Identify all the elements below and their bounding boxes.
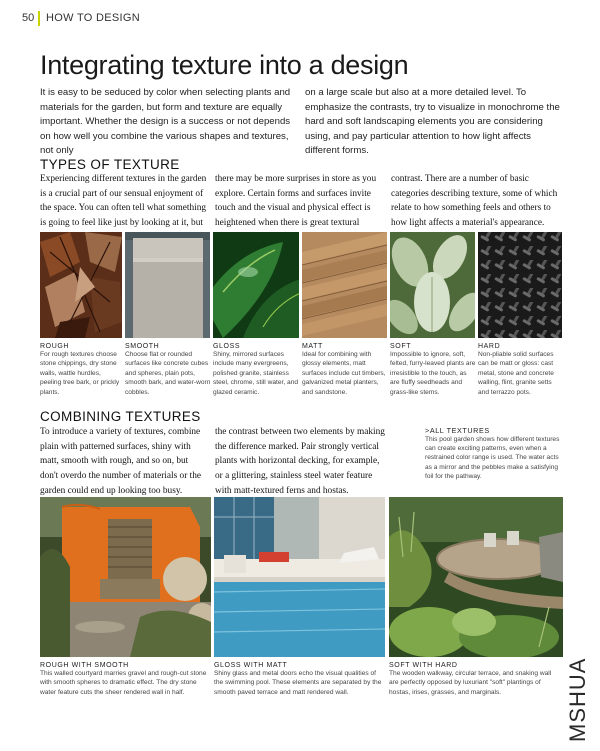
page-number: 50	[22, 12, 35, 24]
caption-rough	[40, 343, 122, 397]
caption-title: ROUGH	[40, 343, 70, 350]
caption-hard	[478, 343, 563, 397]
combining-column-1: To introduce a variety of textures, combine plain with patterned surfaces, shiny with matt, smooth with rough, and so on, but don't overdo the number of materials or the garden could end up looking too busy.	[40, 427, 201, 496]
sidebar-text: This pool garden shows how different textures can create exciting patterns, even when a restrained color range is used. The water acts as a mirror and the pebbles make a satisfying foil for the pathway.	[425, 436, 560, 480]
all-textures-sidebar	[425, 426, 565, 481]
caption-rough-with-smooth	[40, 662, 211, 697]
combining-heading: COMBINING TEXTURES	[40, 409, 201, 424]
caption-text: This walled courtyard marries gravel and rough-cut stone with smooth spheres to dramatic effect. The dry stone water feature cuts the sheer rendered wall in half.	[40, 670, 207, 696]
caption-text: Impossible to ignore, soft, felted, furry-leaved plants are irresistible to the touch, as are fluffy seedheads and grass-like stems.	[390, 351, 476, 396]
caption-text: Shiny, mirrored surfaces include many evergreens, polished granite, stainless steel, chrome, still water, and glazed ceramic.	[213, 351, 299, 396]
hard-texture-photo	[478, 232, 562, 338]
caption-text: Ideal for combining with glossy elements, matt surfaces include cut timbers, galvanized metal planters, and sandstone.	[302, 351, 386, 396]
caption-title: GLOSS	[213, 343, 241, 350]
caption-matt	[302, 343, 387, 397]
caption-text: Shiny glass and metal doors echo the visual qualities of the swimming pool. These elements are separated by the smooth paved terrace and matt rendered wall.	[214, 670, 382, 696]
caption-title: SOFT WITH HARD	[389, 662, 458, 669]
chevron-right-icon: >	[425, 426, 430, 435]
gloss-texture-photo	[213, 232, 299, 338]
types-column-1: Experiencing different textures in the garden is a crucial part of our sensual enjoyment of the space. You can often tell what something is going to feel like just by looking at it, but	[40, 174, 207, 229]
types-heading: TYPES OF TEXTURE	[40, 157, 180, 172]
caption-soft	[390, 343, 476, 397]
soft-texture-photo	[390, 232, 475, 338]
soft-with-hard-photo	[389, 497, 563, 657]
rough-with-smooth-photo	[40, 497, 211, 657]
caption-gloss	[213, 343, 299, 397]
sidebar-title: ALL TEXTURES	[429, 426, 490, 435]
types-column-3: contrast. There are a number of basic categories describing texture, some of which relate to how something feels and others to how light affects a material's appearance.	[391, 174, 558, 229]
types-column-2: there may be more surprises in store as you explore. Certain forms and surfaces invite touch and the visual and physical effect is heightened when there is great textural	[215, 174, 377, 229]
page-title: Integrating texture into a design	[40, 50, 409, 80]
intro-column-2: on a large scale but also at a more detailed level. To emphasize the contrasts, try to visualize in monochrome the hard and soft landscaping elements you are considering using, and pay particular attention to how light affects different forms.	[305, 87, 560, 157]
caption-title: SMOOTH	[125, 343, 160, 350]
section-label: HOW TO DESIGN	[46, 12, 140, 24]
gloss-with-matt-photo	[214, 497, 385, 657]
caption-smooth	[125, 343, 211, 397]
caption-text: The wooden walkway, circular terrace, and snaking wall are perfectly opposed by luxuriant "soft" plantings of hostas, irises, grasses, and marginals.	[389, 670, 552, 696]
caption-text: Non-pliable solid surfaces can be matt or gloss: cast metal, stone and concrete walling, flint, granite setts and terrazzo pots.	[478, 351, 554, 396]
smooth-texture-photo	[125, 232, 210, 338]
matt-texture-photo	[302, 232, 387, 338]
caption-title: SOFT	[390, 343, 412, 350]
header-divider	[38, 11, 40, 26]
intro-column-1: It is easy to be seduced by color when selecting plants and materials for the garden, but form and texture are equally important. Whether the design is a success or not depends on how well you combine the various shapes and textures, not only	[40, 87, 291, 157]
caption-text: Choose flat or rounded surfaces like concrete cubes and spheres, plain pots, smooth bark, and water-worn cobbles.	[125, 351, 211, 396]
caption-soft-with-hard	[389, 662, 557, 697]
watermark	[565, 636, 591, 744]
caption-title: HARD	[478, 343, 501, 350]
caption-title: GLOSS WITH MATT	[214, 662, 288, 669]
caption-gloss-with-matt	[214, 662, 385, 697]
caption-text: For rough textures choose stone chippings, dry stone walls, wattle hurdles, peeling tree bark, or prickly plants.	[40, 351, 120, 396]
caption-title: MATT	[302, 343, 323, 350]
watermark-text: MSHUA	[565, 657, 590, 742]
caption-title: ROUGH WITH SMOOTH	[40, 662, 129, 669]
rough-texture-photo	[40, 232, 122, 338]
combining-column-2: the contrast between two elements by making the difference marked. Pair strongly vertical plants with horizontal decking, for example, or a glittering, stainless steel water feature with matt-textured ferns and hostas.	[215, 427, 385, 496]
